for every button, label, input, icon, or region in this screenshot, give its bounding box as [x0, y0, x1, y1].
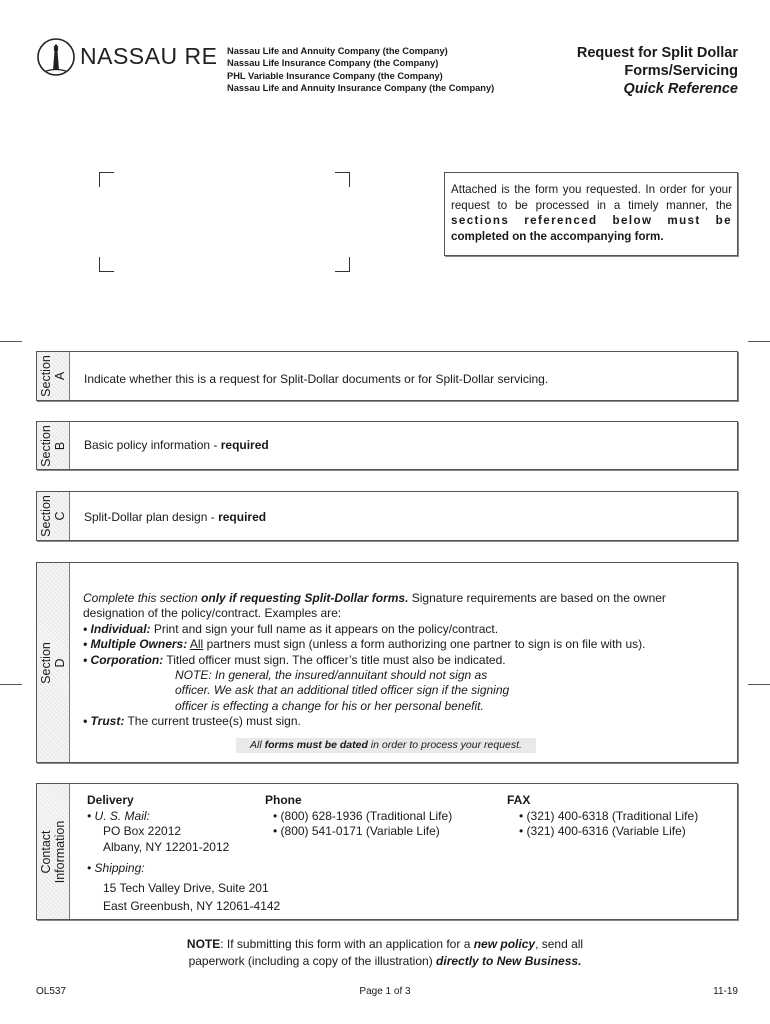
title-line: Request for Split Dollar	[576, 45, 738, 61]
lighthouse-icon	[36, 37, 76, 77]
page-number: Page 1 of 3	[359, 986, 411, 997]
mail-address-line: PO Box 22012	[103, 824, 182, 839]
logo-wordmark: NASSAU RE	[80, 43, 218, 69]
company-name: Nassau Life and Annuity Insurance Company (the Company)	[227, 83, 495, 94]
mail-label: • U. S. Mail:	[87, 808, 150, 823]
section-label: Section D	[39, 641, 67, 684]
section-b-text: Basic policy information - required	[84, 438, 269, 452]
nassau-re-logo	[36, 37, 226, 77]
section-label: Contact Information	[39, 820, 67, 883]
fax-number: • (321) 400-6318 (Traditional Life)	[519, 808, 699, 823]
fold-mark	[748, 684, 770, 685]
section-d-body	[83, 591, 723, 730]
section-tab	[37, 563, 70, 762]
fax-heading: FAX	[507, 793, 531, 807]
section-c	[36, 491, 738, 541]
section-tab	[37, 492, 70, 540]
delivery-column	[87, 793, 280, 914]
delivery-heading: Delivery	[87, 793, 134, 807]
mail-address-line: Albany, NY 12201-2012	[103, 839, 230, 854]
new-business-note: NOTE: If submitting this form with an application for a new policy, send all paperwork (including a copy of the illustration) directly to New Business.	[186, 937, 584, 968]
fold-mark	[0, 341, 22, 342]
dated-notice: All forms must be dated in order to process your request.	[236, 738, 536, 753]
fax-column	[507, 793, 698, 840]
address-window-corner	[99, 257, 114, 272]
section-b	[36, 421, 738, 470]
shipping-address-line: 15 Tech Valley Drive, Suite 201	[103, 880, 269, 895]
trust-item: • Trust: The current trustee(s) must sign.	[83, 714, 301, 729]
phone-number: • (800) 541-0171 (Variable Life)	[273, 824, 440, 839]
form-id: OL537	[36, 986, 67, 997]
attached-text: Attached is the form you requested. In order for your request to be processed in a timely manner, the	[451, 183, 732, 212]
section-tab	[37, 784, 70, 919]
form-date: 11-19	[713, 986, 738, 997]
title-line: Forms/Servicing	[624, 63, 738, 79]
shipping-label: • Shipping:	[87, 861, 145, 876]
company-name: Nassau Life and Annuity Company (the Company)	[227, 46, 448, 56]
company-list	[227, 45, 494, 95]
section-a	[36, 351, 738, 401]
section-tab	[37, 352, 70, 400]
section-a-text: Indicate whether this is a request for Split-Dollar documents or for Split-Dollar servicing.	[84, 372, 549, 386]
attached-emphasis: sections referenced below must be	[451, 214, 732, 228]
attached-bold: completed on the accompanying form.	[451, 229, 664, 243]
contact-information	[36, 783, 738, 920]
document-title	[577, 44, 738, 98]
phone-number: • (800) 628-1936 (Traditional Life)	[273, 808, 453, 823]
company-name: PHL Variable Insurance Company (the Company)	[227, 70, 443, 81]
section-d-intro-line2: designation of the policy/contract. Examples are:	[83, 606, 342, 621]
fax-number: • (321) 400-6316 (Variable Life)	[519, 824, 686, 839]
section-label: Section B	[39, 424, 67, 467]
attached-notice	[444, 172, 738, 256]
fold-mark	[0, 684, 22, 685]
section-tab	[37, 422, 70, 469]
corporation-note: NOTE: In general, the insured/annuitant should not sign as officer. We ask that an additional titled officer sign if the signing officer is effecting a change for his or her personal benefit.	[175, 668, 510, 713]
corporation-item: • Corporation: Titled officer must sign. The officer’s title must also be indicated.	[83, 652, 506, 667]
section-label: Section A	[39, 355, 67, 397]
phone-column	[265, 793, 452, 840]
section-c-text: Split-Dollar plan design - required	[84, 510, 267, 524]
shipping-address-line: East Greenbush, NY 12061-4142	[103, 898, 281, 913]
phone-heading: Phone	[265, 793, 302, 807]
individual-item: • Individual: Print and sign your full name as it appears on the policy/contract.	[83, 621, 499, 636]
fold-mark	[748, 341, 770, 342]
company-name: Nassau Life Insurance Company (the Company)	[227, 58, 439, 69]
document-subtitle: Quick Reference	[623, 81, 738, 97]
section-d-intro: Complete this section only if requesting Split-Dollar forms. Signature requirements are based on the owner	[83, 591, 666, 605]
address-window-corner	[335, 172, 350, 187]
section-d	[36, 562, 738, 763]
multiple-owners-item: • Multiple Owners: All partners must sign (unless a form authorizing one partner to sign is on file with us).	[83, 637, 646, 652]
section-label: Section C	[39, 495, 67, 537]
address-window-corner	[335, 257, 350, 272]
address-window-corner	[99, 172, 114, 187]
